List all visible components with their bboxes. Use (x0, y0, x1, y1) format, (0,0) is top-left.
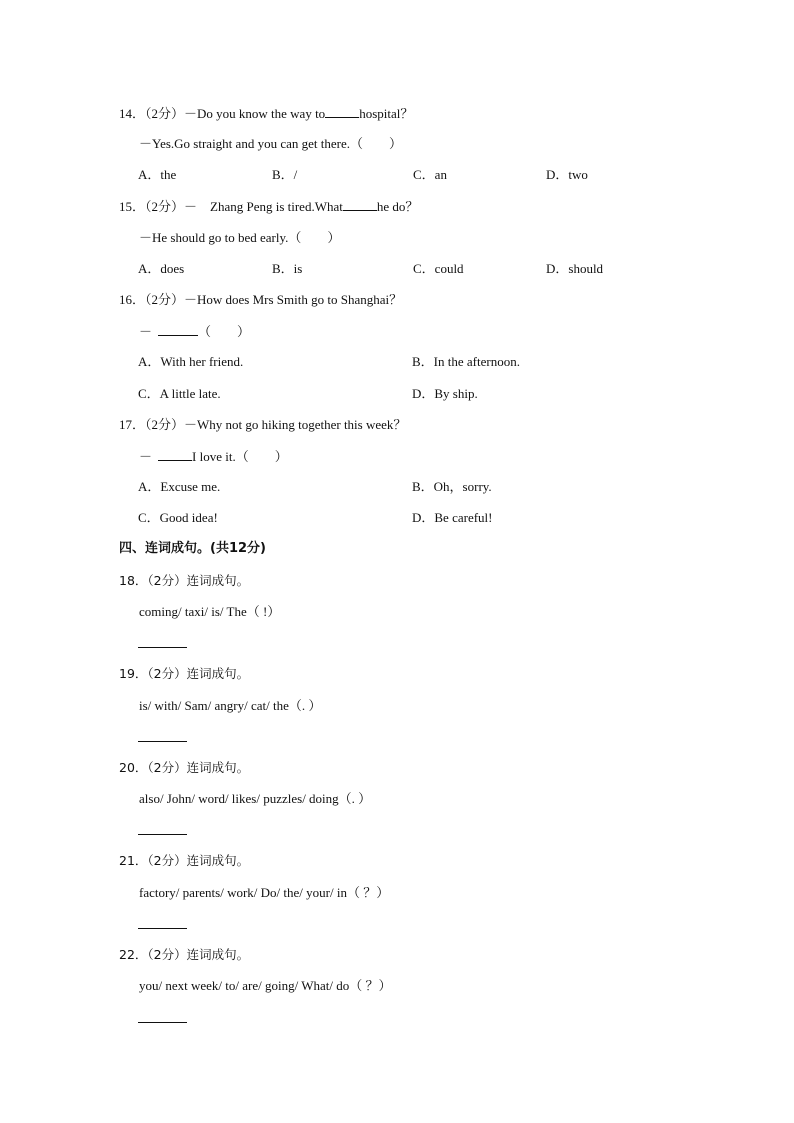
section-heading: 四、连词成句。(共12分) (119, 541, 266, 556)
question-16-stem: 16．（2分）－How does Mrs Smith go to Shanghai？ (119, 292, 403, 307)
answer-blank[interactable] (343, 198, 377, 211)
question-15-reply: －He should go to bed early.（ ） (139, 230, 341, 245)
question-14-option-a[interactable]: A．the (138, 167, 177, 182)
question-18-words: coming/ taxi/ is/ The（ !） (139, 604, 281, 619)
question-22-stem: 22．（2分）连词成句。 (119, 947, 250, 962)
question-17-option-b[interactable]: B．Oh，sorry. (412, 479, 492, 494)
question-16-option-d[interactable]: D．By ship. (412, 386, 478, 401)
question-16-option-c[interactable]: C．A little late. (138, 386, 221, 401)
question-15-option-c[interactable]: C．could (413, 261, 464, 276)
question-20-answer-line[interactable] (138, 834, 187, 835)
question-16-option-b[interactable]: B．In the afternoon. (412, 354, 520, 369)
question-21-answer-line[interactable] (138, 928, 187, 929)
question-18-stem: 18．（2分）连词成句。 (119, 573, 250, 588)
question-15-stem: 15．（2分）－ Zhang Peng is tired.What he do？ (119, 199, 419, 214)
question-17-option-a[interactable]: A．Excuse me. (138, 479, 221, 494)
question-16-reply: － （ ） (139, 324, 251, 339)
question-19-answer-line[interactable] (138, 741, 187, 742)
question-17-stem: 17．（2分）－Why not go hiking together this week？ (119, 417, 407, 432)
question-21-stem: 21．（2分）连词成句。 (119, 853, 250, 868)
question-20-words: also/ John/ word/ likes/ puzzles/ doing（. ） (139, 791, 372, 806)
answer-blank[interactable] (158, 448, 192, 461)
question-15-option-a[interactable]: A．does (138, 261, 185, 276)
question-22-words: you/ next week/ to/ are/ going/ What/ do（ ？） (139, 978, 392, 993)
question-16-option-a[interactable]: A．With her friend. (138, 354, 244, 369)
question-22-answer-line[interactable] (138, 1022, 187, 1023)
question-14-option-c[interactable]: C．an (413, 167, 447, 182)
answer-blank[interactable] (325, 105, 359, 118)
question-15-option-d[interactable]: D．should (546, 261, 604, 276)
question-14-option-d[interactable]: D．two (546, 167, 588, 182)
question-20-stem: 20．（2分）连词成句。 (119, 760, 250, 775)
question-19-stem: 19．（2分）连词成句。 (119, 666, 250, 681)
question-17-reply: － I love it.（ ） (139, 449, 288, 464)
question-17-option-c[interactable]: C．Good idea! (138, 510, 218, 525)
question-14-stem: 14．（2分）－Do you know the way to hospital？ (119, 106, 414, 121)
question-14-option-b[interactable]: B．/ (272, 167, 298, 182)
question-15-option-b[interactable]: B．is (272, 261, 303, 276)
question-17-option-d[interactable]: D．Be careful! (412, 510, 493, 525)
question-21-words: factory/ parents/ work/ Do/ the/ your/ in（ ？） (139, 885, 390, 900)
question-14-reply: －Yes.Go straight and you can get there.（ ） (139, 136, 402, 151)
question-18-answer-line[interactable] (138, 647, 187, 648)
answer-blank[interactable] (158, 323, 198, 336)
question-19-words: is/ with/ Sam/ angry/ cat/ the（. ） (139, 698, 322, 713)
